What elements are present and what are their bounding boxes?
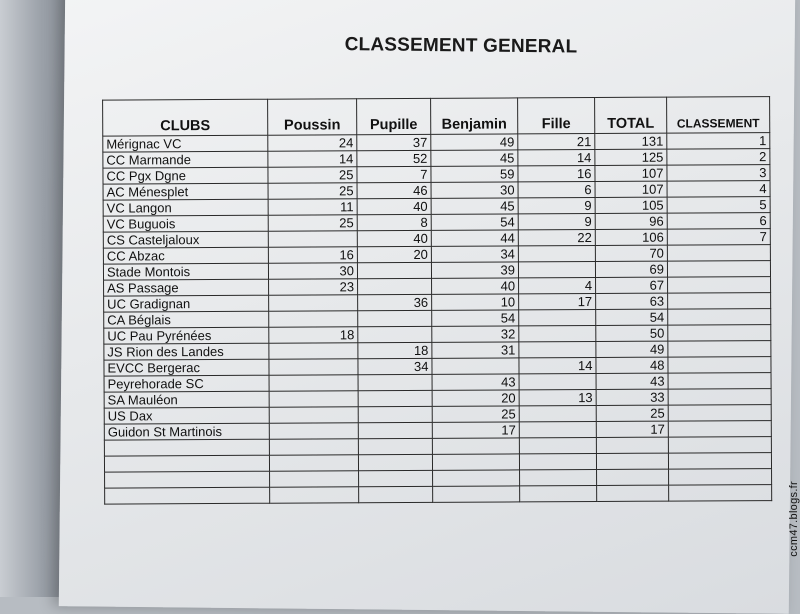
cell-benjamin: 17 xyxy=(432,422,519,438)
cell-pupille xyxy=(358,390,432,406)
cell-club: US Dax xyxy=(104,407,269,424)
cell-club xyxy=(104,439,269,456)
cell-poussin xyxy=(269,423,358,439)
cell-total: 96 xyxy=(595,213,667,229)
cell-benjamin xyxy=(433,470,520,486)
cell-classement xyxy=(669,485,772,502)
cell-poussin xyxy=(269,391,358,407)
cell-fille: 22 xyxy=(518,230,595,246)
cell-total: 50 xyxy=(596,325,668,341)
cell-benjamin: 25 xyxy=(432,406,519,422)
cell-club: Mérignac VC xyxy=(103,135,268,152)
cell-classement xyxy=(668,405,771,422)
cell-benjamin: 59 xyxy=(431,166,518,182)
cell-poussin xyxy=(270,487,359,503)
cell-total: 25 xyxy=(596,405,668,421)
cell-benjamin: 32 xyxy=(432,326,519,342)
cell-total: 67 xyxy=(596,277,668,293)
cell-benjamin: 20 xyxy=(432,390,519,406)
cell-poussin xyxy=(269,439,358,455)
cell-fille xyxy=(520,470,597,486)
cell-pupille xyxy=(358,454,432,470)
cell-total: 63 xyxy=(596,293,668,309)
cell-poussin xyxy=(269,311,358,327)
cell-poussin xyxy=(270,471,359,487)
cell-club: UC Gradignan xyxy=(104,295,269,312)
cell-fille xyxy=(519,310,596,326)
cell-pupille: 52 xyxy=(357,150,431,166)
cell-total xyxy=(596,437,668,453)
cell-total xyxy=(597,469,669,485)
paper-sheet xyxy=(59,0,795,614)
cell-club: AC Ménesplet xyxy=(103,183,268,200)
cell-pupille: 40 xyxy=(357,230,431,246)
header-row xyxy=(103,97,770,136)
cell-classement xyxy=(668,277,771,294)
cell-fille: 13 xyxy=(519,390,596,406)
cell-benjamin: 54 xyxy=(431,214,518,230)
cell-club: Guidon St Martinois xyxy=(104,423,269,440)
header-poussin: Poussin xyxy=(268,99,357,135)
cell-poussin: 25 xyxy=(268,167,357,183)
cell-club: Stade Montois xyxy=(103,263,268,280)
cell-pupille: 8 xyxy=(357,214,431,230)
cell-fille xyxy=(518,262,595,278)
cell-total: 107 xyxy=(595,181,667,197)
cell-club: Peyrehorade SC xyxy=(104,375,269,392)
cell-pupille: 36 xyxy=(358,294,432,310)
cell-pupille xyxy=(359,486,433,502)
cell-fille: 21 xyxy=(518,134,595,150)
cell-fille: 9 xyxy=(518,198,595,214)
cell-total: 106 xyxy=(595,229,667,245)
cell-total: 33 xyxy=(596,389,668,405)
cell-benjamin: 10 xyxy=(432,294,519,310)
cell-pupille: 46 xyxy=(357,182,431,198)
cell-pupille xyxy=(358,422,432,438)
cell-fille xyxy=(519,406,596,422)
cell-classement: 6 xyxy=(667,213,770,230)
cell-fille xyxy=(519,454,596,470)
cell-classement: 4 xyxy=(667,181,770,198)
cell-poussin xyxy=(269,295,358,311)
cell-fille xyxy=(519,374,596,390)
cell-club: JS Rion des Landes xyxy=(104,343,269,360)
cell-classement xyxy=(668,421,771,438)
cell-club: CS Casteljaloux xyxy=(103,231,268,248)
cell-classement: 7 xyxy=(667,229,770,246)
cell-pupille xyxy=(358,278,432,294)
cell-benjamin xyxy=(432,438,519,454)
cell-fille xyxy=(519,422,596,438)
cell-classement xyxy=(668,389,771,406)
cell-poussin: 23 xyxy=(269,279,358,295)
cell-benjamin: 34 xyxy=(431,246,518,262)
table-row xyxy=(105,485,772,504)
cell-classement xyxy=(668,453,771,470)
cell-benjamin: 31 xyxy=(432,342,519,358)
page-title: CLASSEMENT GENERAL xyxy=(344,34,578,58)
cell-club xyxy=(105,487,270,504)
cell-benjamin: 54 xyxy=(432,310,519,326)
cell-total: 54 xyxy=(596,309,668,325)
cell-fille: 6 xyxy=(518,182,595,198)
cell-poussin: 30 xyxy=(268,263,357,279)
cell-poussin xyxy=(269,343,358,359)
cell-pupille: 18 xyxy=(358,342,432,358)
cell-fille xyxy=(518,246,595,262)
cell-classement xyxy=(668,309,771,326)
cell-club: SA Mauléon xyxy=(104,391,269,408)
cell-total: 48 xyxy=(596,357,668,373)
cell-fille: 4 xyxy=(519,278,596,294)
cell-classement xyxy=(669,469,772,486)
cell-pupille xyxy=(358,438,432,454)
cell-fille: 14 xyxy=(519,358,596,374)
header-total: TOTAL xyxy=(595,97,667,133)
cell-poussin xyxy=(269,407,358,423)
cell-club: CC Abzac xyxy=(103,247,268,264)
header-clubs: CLUBS xyxy=(103,99,268,136)
header-classement: CLASSEMENT xyxy=(667,97,770,134)
cell-benjamin: 30 xyxy=(431,182,518,198)
cell-pupille: 37 xyxy=(357,134,431,150)
cell-pupille: 40 xyxy=(357,198,431,214)
cell-fille: 9 xyxy=(518,214,595,230)
cell-club xyxy=(105,471,270,488)
cell-fille xyxy=(520,486,597,502)
cell-classement xyxy=(667,245,770,262)
cell-benjamin: 45 xyxy=(431,150,518,166)
cell-club: CC Marmande xyxy=(103,151,268,168)
cell-benjamin xyxy=(433,486,520,502)
cell-club: VC Langon xyxy=(103,199,268,216)
cell-classement xyxy=(668,373,771,390)
cell-fille: 17 xyxy=(519,294,596,310)
cell-club: EVCC Bergerac xyxy=(104,359,269,376)
cell-pupille: 7 xyxy=(357,166,431,182)
cell-classement xyxy=(668,357,771,374)
cell-poussin: 16 xyxy=(268,247,357,263)
cell-total: 107 xyxy=(595,165,667,181)
cell-pupille xyxy=(358,326,432,342)
cell-poussin xyxy=(269,455,358,471)
cell-pupille: 34 xyxy=(358,358,432,374)
cell-classement xyxy=(668,437,771,454)
cell-classement: 5 xyxy=(667,197,770,214)
cell-classement xyxy=(668,341,771,358)
cell-total: 43 xyxy=(596,373,668,389)
cell-fille xyxy=(519,438,596,454)
header-benjamin: Benjamin xyxy=(431,98,518,134)
cell-poussin: 11 xyxy=(268,199,357,215)
cell-benjamin: 43 xyxy=(432,374,519,390)
cell-pupille xyxy=(357,262,431,278)
cell-fille xyxy=(519,342,596,358)
cell-pupille xyxy=(358,374,432,390)
cell-fille xyxy=(519,326,596,342)
cell-club: CA Béglais xyxy=(104,311,269,328)
cell-poussin: 18 xyxy=(269,327,358,343)
cell-total: 125 xyxy=(595,149,667,165)
cell-benjamin: 40 xyxy=(432,278,519,294)
cell-poussin: 14 xyxy=(268,151,357,167)
cell-pupille xyxy=(359,470,433,486)
cell-total: 17 xyxy=(596,421,668,437)
cell-pupille: 20 xyxy=(357,246,431,262)
cell-club: CC Pgx Dgne xyxy=(103,167,268,184)
cell-total xyxy=(596,453,668,469)
cell-total: 69 xyxy=(595,261,667,277)
cell-benjamin: 44 xyxy=(431,230,518,246)
cell-fille: 16 xyxy=(518,166,595,182)
cell-classement: 3 xyxy=(667,165,770,182)
cell-total: 49 xyxy=(596,341,668,357)
cell-club xyxy=(104,455,269,472)
cell-fille: 14 xyxy=(518,150,595,166)
cell-classement: 1 xyxy=(667,133,770,150)
cell-club: AS Passage xyxy=(104,279,269,296)
cell-pupille xyxy=(358,406,432,422)
cell-poussin: 25 xyxy=(268,215,357,231)
cell-benjamin: 45 xyxy=(431,198,518,214)
cell-club: UC Pau Pyrénées xyxy=(104,327,269,344)
watermark: ccm47.blogs.fr xyxy=(788,481,800,557)
cell-poussin: 24 xyxy=(268,135,357,151)
cell-benjamin: 49 xyxy=(431,134,518,150)
cell-benjamin xyxy=(432,358,519,374)
cell-poussin: 25 xyxy=(268,183,357,199)
cell-classement xyxy=(668,325,771,342)
cell-classement xyxy=(667,261,770,278)
cell-benjamin xyxy=(432,454,519,470)
cell-poussin xyxy=(269,375,358,391)
cell-pupille xyxy=(358,310,432,326)
cell-total xyxy=(597,485,669,501)
header-fille: Fille xyxy=(518,98,595,134)
cell-classement xyxy=(668,293,771,310)
cell-benjamin: 39 xyxy=(431,262,518,278)
cell-club: VC Buguois xyxy=(103,215,268,232)
cell-total: 70 xyxy=(595,245,667,261)
cell-total: 131 xyxy=(595,133,667,149)
header-pupille: Pupille xyxy=(357,98,431,134)
cell-classement: 2 xyxy=(667,149,770,166)
cell-poussin xyxy=(269,359,358,375)
ranking-table xyxy=(102,96,772,504)
cell-total: 105 xyxy=(595,197,667,213)
cell-poussin xyxy=(268,231,357,247)
